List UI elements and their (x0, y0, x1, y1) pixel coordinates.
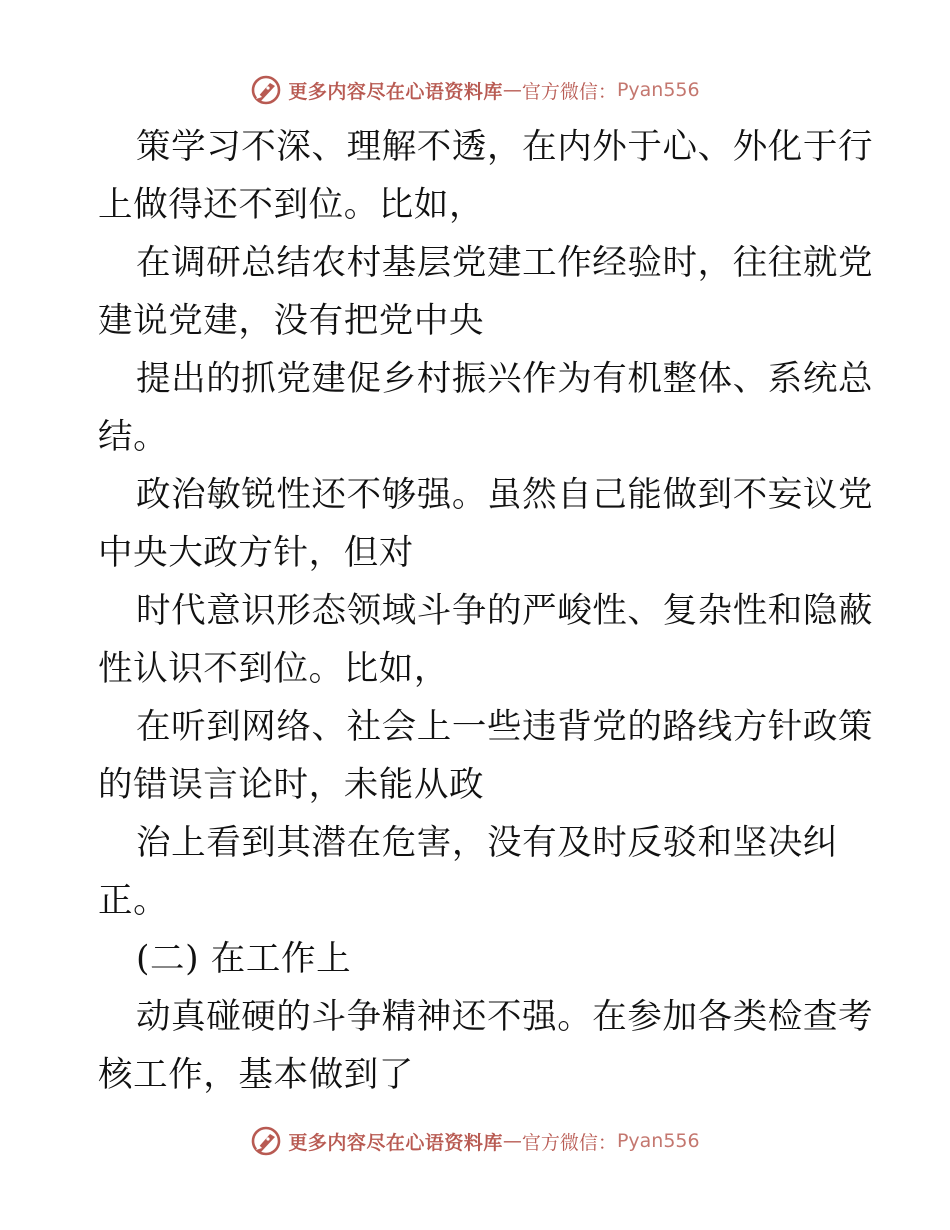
watermark-brand: 更多内容尽在心语资料库 (288, 1131, 503, 1154)
watermark-text (288, 1128, 699, 1155)
footer-watermark (0, 1121, 950, 1161)
text-line: 在听到网络、社会上一些违背党的路线方针政策 (136, 707, 874, 747)
text-line: 策学习不深、理解不透，在内外于心、外化于行 (136, 127, 874, 167)
text-line: 上做得还不到位。比如， (98, 185, 485, 225)
watermark-text (288, 77, 699, 104)
text-line: 在调研总结农村基层党建工作经验时，往往就党 (136, 243, 874, 283)
text-line: 治上看到其潜在危害，没有及时反驳和坚决纠 (136, 823, 838, 863)
text-line: 中央大政方针，但对 (98, 533, 414, 573)
text-line: 提出的抓党建促乡村振兴作为有机整体、系统总 (136, 359, 874, 399)
header-watermark (0, 70, 950, 110)
text-line: 的错误言论时，未能从政 (98, 765, 485, 805)
watermark-brand: 更多内容尽在心语资料库 (288, 80, 503, 103)
watermark-official-label: 官方微信： (521, 1131, 617, 1154)
watermark-wechat-id: Pyan556 (616, 79, 700, 101)
text-line: 建说党建，没有把党中央 (98, 301, 485, 341)
text-line: 正。 (98, 881, 169, 921)
text-line: 性认识不到位。比如， (98, 649, 449, 689)
pen-nib-circle-icon (250, 74, 282, 106)
watermark-dash: — (502, 1130, 522, 1152)
text-line: 结。 (98, 417, 169, 457)
text-line: 核工作，基本做到了 (98, 1055, 414, 1095)
watermark-dash: — (502, 79, 522, 101)
text-line: 时代意识形态领域斗争的严峻性、复杂性和隐蔽 (136, 591, 874, 631)
document-body (98, 118, 874, 1104)
watermark-official-label: 官方微信： (521, 80, 617, 103)
pen-nib-circle-icon (250, 1125, 282, 1157)
text-line: 政治敏锐性还不够强。虽然自己能做到不妄议党 (136, 475, 874, 515)
section-heading: (二) 在工作上 (136, 939, 352, 979)
watermark-wechat-id: Pyan556 (616, 1130, 700, 1152)
text-line: 动真碰硬的斗争精神还不强。在参加各类检查考 (136, 997, 874, 1037)
